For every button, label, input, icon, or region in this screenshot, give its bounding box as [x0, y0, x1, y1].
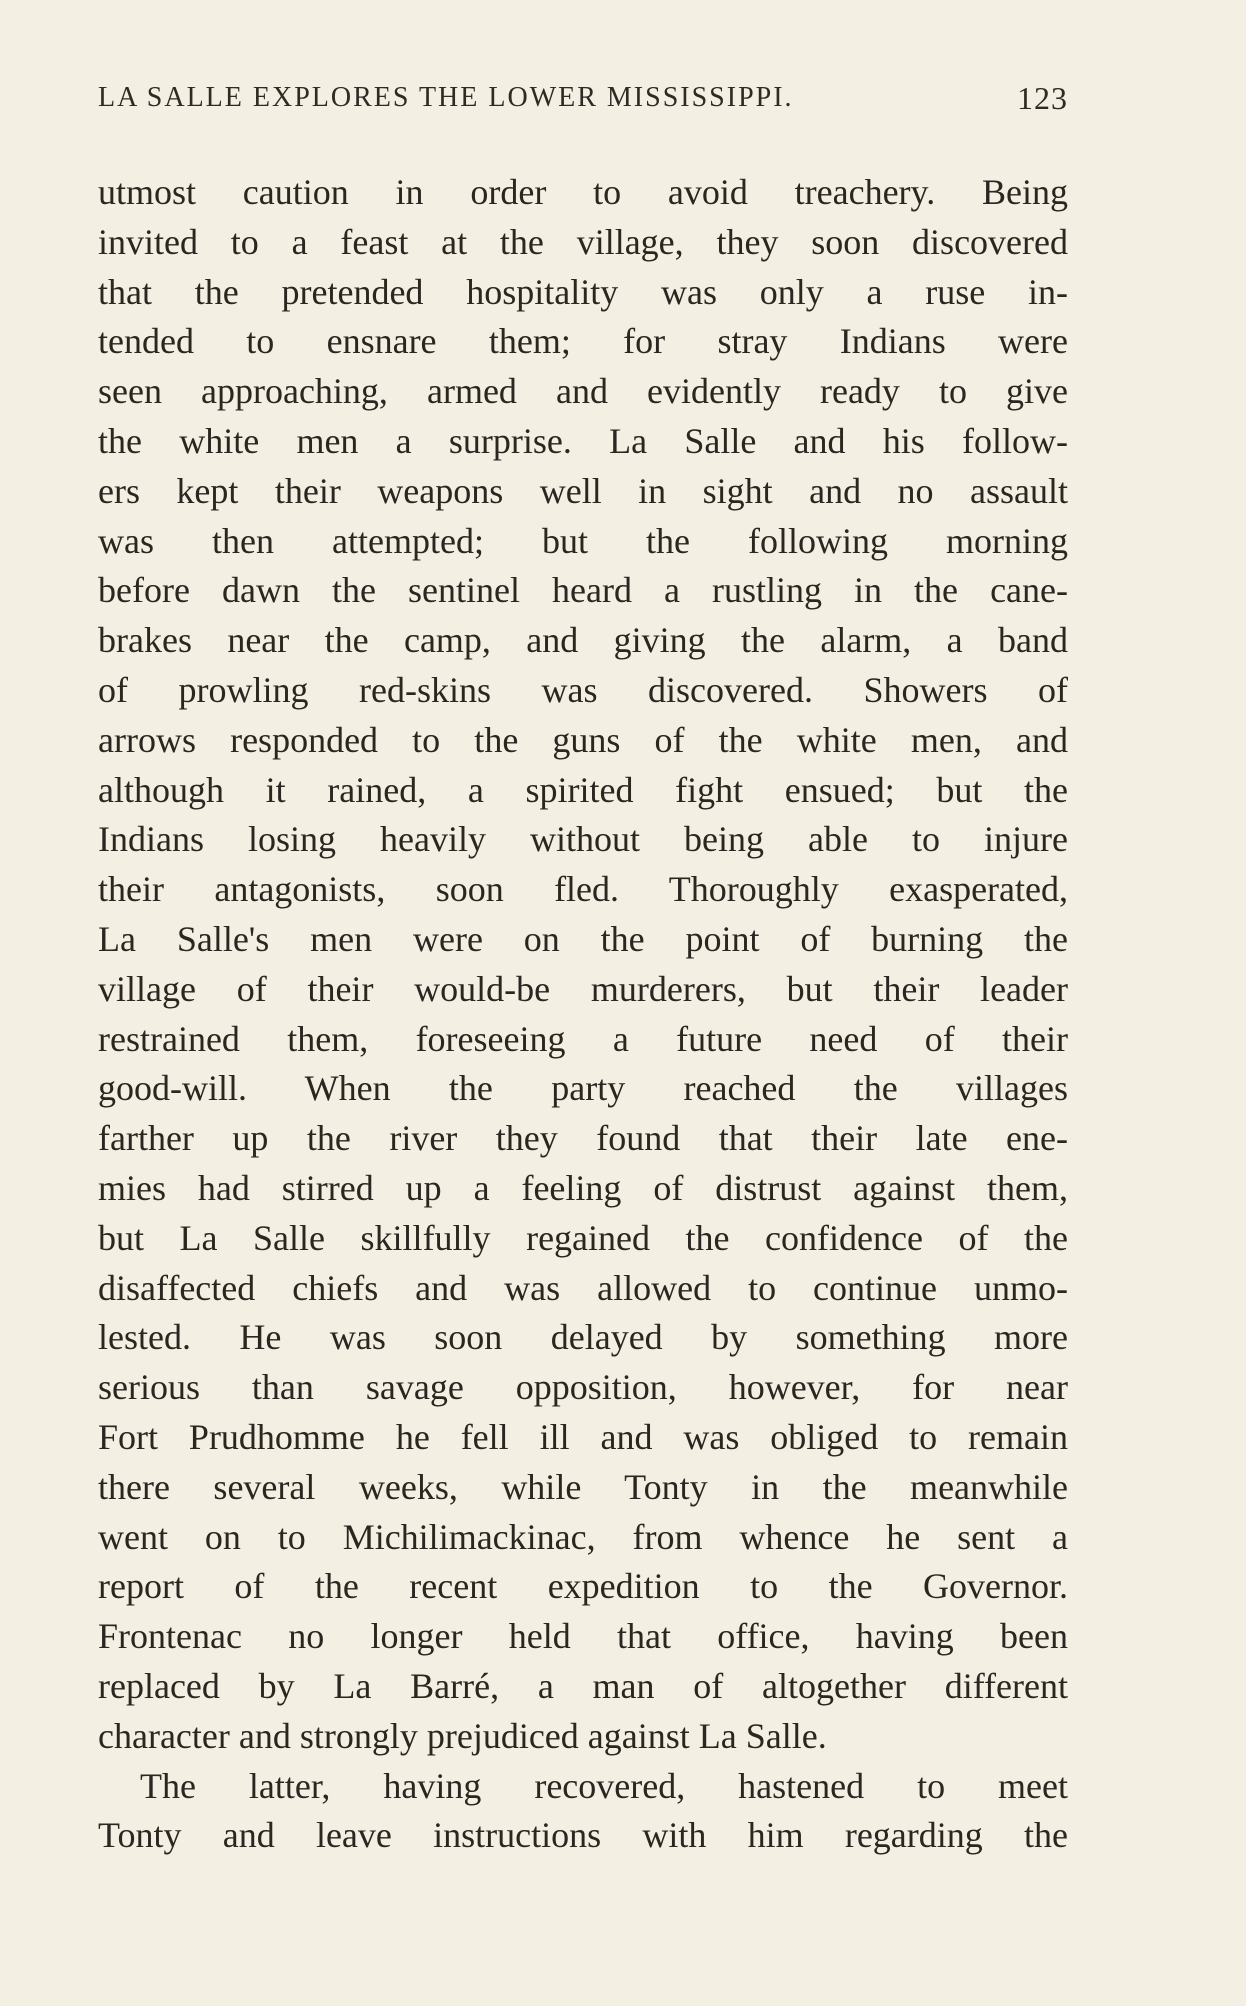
text-line: good-will. When the party reached the villages	[98, 1068, 1068, 1109]
text-line: brakes near the camp, and giving the alarm, a band	[98, 620, 1068, 661]
text-line: village of their would-be murderers, but their leader	[98, 968, 1068, 1009]
text-line: went on to Michilimackinac, from whence he sent a	[98, 1516, 1068, 1557]
text-line: restrained them, foreseeing a future need of their	[98, 1018, 1068, 1059]
text-line: ers kept their weapons well in sight and no assault	[98, 470, 1068, 511]
text-line: La Salle's men were on the point of burning the	[98, 918, 1068, 959]
text-line: there several weeks, while Tonty in the meanwhile	[98, 1466, 1068, 1507]
page-number: 123	[1017, 80, 1068, 116]
text-line: Tonty and leave instructions with him regarding the	[98, 1815, 1068, 1856]
text-line: invited to a feast at the village, they soon discovered	[98, 221, 1068, 262]
text-line: although it rained, a spirited fight ensued; but the	[98, 769, 1068, 810]
text-line: utmost caution in order to avoid treachery. Being	[98, 172, 1068, 212]
text-line: of prowling red-skins was discovered. Showers of	[98, 669, 1068, 710]
text-line: character and strongly prejudiced against La Salle.	[98, 1715, 827, 1756]
text-line: serious than savage opposition, however, for near	[98, 1367, 1068, 1408]
text-line: mies had stirred up a feeling of distrust against them,	[98, 1167, 1068, 1208]
text-line: replaced by La Barré, a man of altogether different	[98, 1665, 1068, 1706]
text-line: was then attempted; but the following morning	[98, 520, 1068, 561]
text-line: Indians losing heavily without being able to injure	[98, 819, 1068, 860]
chapter-title: LA SALLE EXPLORES THE LOWER MISSISSIPPI.	[98, 82, 794, 113]
text-line: Frontenac no longer held that office, having been	[98, 1616, 1068, 1657]
text-line: the white men a surprise. La Salle and his follow-	[98, 420, 1068, 461]
text-line: but La Salle skillfully regained the confidence of the	[98, 1217, 1068, 1258]
body-text	[98, 168, 1068, 1861]
text-line: arrows responded to the guns of the white men, and	[98, 719, 1068, 760]
text-line: lested. He was soon delayed by something more	[98, 1317, 1068, 1358]
text-line: farther up the river they found that their late ene-	[98, 1118, 1068, 1159]
text-line: their antagonists, soon fled. Thoroughly exasperated,	[98, 869, 1068, 910]
text-line: that the pretended hospitality was only a ruse in-	[98, 271, 1068, 312]
text-line: seen approaching, armed and evidently ready to give	[98, 371, 1068, 412]
paragraph-first-line: The latter, having recovered, hastened to meet	[140, 1765, 1068, 1806]
text-line: tended to ensnare them; for stray Indians were	[98, 321, 1068, 362]
running-head	[98, 82, 1068, 126]
text-line: Fort Prudhomme he fell ill and was obliged to remain	[98, 1416, 1068, 1457]
text-line: disaffected chiefs and was allowed to continue unmo-	[98, 1267, 1068, 1308]
text-line: report of the recent expedition to the Governor.	[98, 1566, 1068, 1607]
text-line: before dawn the sentinel heard a rustling in the cane-	[98, 570, 1068, 611]
